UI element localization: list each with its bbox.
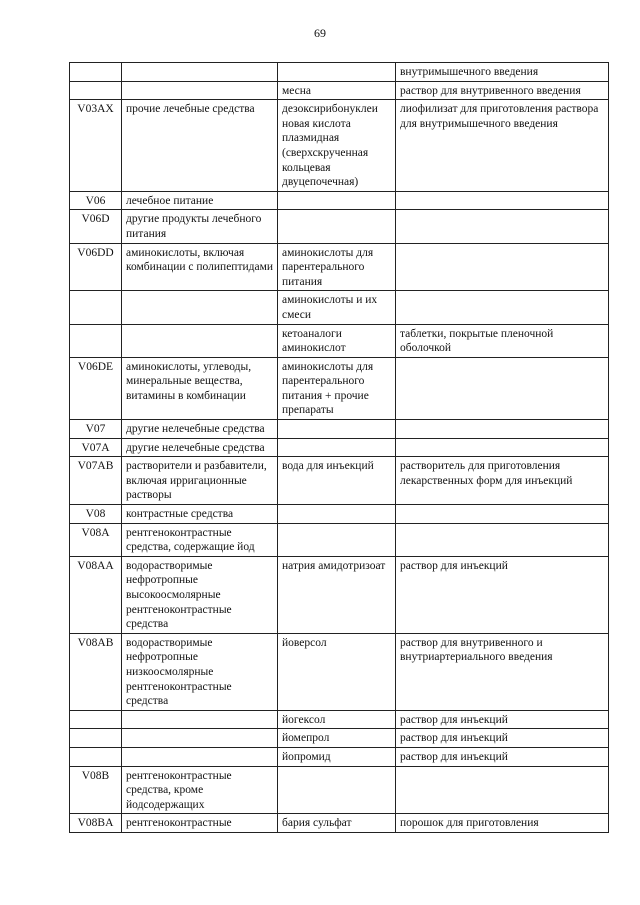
dosage-form-cell: [396, 357, 609, 419]
table-row: [70, 191, 609, 210]
dosage-form-cell: таблетки, покрытые пленочной оболочкой: [396, 324, 609, 357]
table-row: [70, 210, 609, 243]
atc-code-cell: V08B: [70, 766, 122, 814]
table-row: [70, 243, 609, 291]
atc-code-cell: V08: [70, 505, 122, 524]
atc-code-cell: V06DD: [70, 243, 122, 291]
dosage-form-cell: порошок для приготовления: [396, 814, 609, 833]
dosage-form-cell: раствор для инъекций: [396, 556, 609, 633]
anatomical-group-cell: [122, 291, 278, 324]
anatomical-group-cell: рентгеноконтрастные: [122, 814, 278, 833]
substance-cell: натрия амидотризоат: [278, 556, 396, 633]
atc-code-cell: V03AX: [70, 100, 122, 192]
dosage-form-cell: [396, 210, 609, 243]
table-row: [70, 505, 609, 524]
anatomical-group-cell: [122, 747, 278, 766]
anatomical-group-cell: контрастные средства: [122, 505, 278, 524]
substance-cell: [278, 191, 396, 210]
table-row: [70, 556, 609, 633]
atc-code-cell: [70, 291, 122, 324]
substance-cell: дезоксирибонуклеи новая кислота плазмидная (сверхскрученная кольцевая двуцепочечная): [278, 100, 396, 192]
substance-cell: аминокислоты и их смеси: [278, 291, 396, 324]
substance-cell: месна: [278, 81, 396, 100]
table-row: [70, 523, 609, 556]
dosage-form-cell: раствор для инъекций: [396, 710, 609, 729]
atc-code-cell: V06D: [70, 210, 122, 243]
dosage-form-cell: лиофилизат для приготовления раствора для внутримышечного введения: [396, 100, 609, 192]
anatomical-group-cell: рентгеноконтрастные средства, кроме йодсодержащих: [122, 766, 278, 814]
table-row: [70, 747, 609, 766]
atc-code-cell: V06: [70, 191, 122, 210]
anatomical-group-cell: [122, 81, 278, 100]
table-row: [70, 457, 609, 505]
dosage-form-cell: [396, 438, 609, 457]
anatomical-group-cell: аминокислоты, углеводы, минеральные вещества, витамины в комбинации: [122, 357, 278, 419]
dosage-form-cell: раствор для инъекций: [396, 747, 609, 766]
dosage-form-cell: раствор для инъекций: [396, 729, 609, 748]
anatomical-group-cell: [122, 324, 278, 357]
table-body: [70, 63, 609, 833]
substance-cell: кетоаналоги аминокислот: [278, 324, 396, 357]
table-row: [70, 766, 609, 814]
table-row: [70, 291, 609, 324]
substance-cell: йогексол: [278, 710, 396, 729]
atc-code-cell: [70, 710, 122, 729]
atc-code-cell: V08AB: [70, 633, 122, 710]
substance-cell: йоверсол: [278, 633, 396, 710]
substance-cell: [278, 210, 396, 243]
atc-code-cell: [70, 63, 122, 82]
anatomical-group-cell: другие нелечебные средства: [122, 438, 278, 457]
anatomical-group-cell: лечебное питание: [122, 191, 278, 210]
table-row: [70, 63, 609, 82]
table-row: [70, 324, 609, 357]
dosage-form-cell: [396, 191, 609, 210]
substance-cell: вода для инъекций: [278, 457, 396, 505]
anatomical-group-cell: [122, 729, 278, 748]
atc-code-cell: [70, 729, 122, 748]
dosage-form-cell: [396, 291, 609, 324]
substance-cell: аминокислоты для парентерального питания: [278, 243, 396, 291]
anatomical-group-cell: растворители и разбавители, включая ирригационные растворы: [122, 457, 278, 505]
drug-classification-table: [69, 62, 609, 833]
substance-cell: [278, 438, 396, 457]
atc-code-cell: V08BA: [70, 814, 122, 833]
anatomical-group-cell: [122, 63, 278, 82]
anatomical-group-cell: другие продукты лечебного питания: [122, 210, 278, 243]
substance-cell: йопромид: [278, 747, 396, 766]
substance-cell: [278, 505, 396, 524]
table-row: [70, 81, 609, 100]
dosage-form-cell: раствор для внутривенного введения: [396, 81, 609, 100]
table-row: [70, 633, 609, 710]
atc-code-cell: V07A: [70, 438, 122, 457]
table-row: [70, 100, 609, 192]
substance-cell: [278, 63, 396, 82]
substance-cell: бария сульфат: [278, 814, 396, 833]
anatomical-group-cell: водорастворимые нефротропные высокоосмолярные рентгеноконтрастные средства: [122, 556, 278, 633]
dosage-form-cell: [396, 523, 609, 556]
table-row: [70, 357, 609, 419]
dosage-form-cell: раствор для внутривенного и внутриартериального введения: [396, 633, 609, 710]
substance-cell: аминокислоты для парентерального питания + прочие препараты: [278, 357, 396, 419]
dosage-form-cell: [396, 505, 609, 524]
table-row: [70, 729, 609, 748]
table-row: [70, 710, 609, 729]
dosage-form-cell: [396, 243, 609, 291]
page-number: 69: [314, 26, 326, 40]
table-row: [70, 438, 609, 457]
dosage-form-cell: растворитель для приготовления лекарственных форм для инъекций: [396, 457, 609, 505]
anatomical-group-cell: другие нелечебные средства: [122, 420, 278, 439]
anatomical-group-cell: водорастворимые нефротропные низкоосмолярные рентгеноконтрастные средства: [122, 633, 278, 710]
anatomical-group-cell: прочие лечебные средства: [122, 100, 278, 192]
substance-cell: [278, 420, 396, 439]
atc-code-cell: V07AB: [70, 457, 122, 505]
table-row: [70, 420, 609, 439]
atc-code-cell: V08A: [70, 523, 122, 556]
atc-code-cell: V07: [70, 420, 122, 439]
atc-code-cell: [70, 747, 122, 766]
dosage-form-cell: внутримышечного введения: [396, 63, 609, 82]
substance-cell: [278, 766, 396, 814]
atc-code-cell: V06DE: [70, 357, 122, 419]
substance-cell: йомепрол: [278, 729, 396, 748]
atc-code-cell: [70, 81, 122, 100]
atc-code-cell: [70, 324, 122, 357]
anatomical-group-cell: [122, 710, 278, 729]
dosage-form-cell: [396, 766, 609, 814]
dosage-form-cell: [396, 420, 609, 439]
table-row: [70, 814, 609, 833]
anatomical-group-cell: аминокислоты, включая комбинации с полипептидами: [122, 243, 278, 291]
anatomical-group-cell: рентгеноконтрастные средства, содержащие йод: [122, 523, 278, 556]
substance-cell: [278, 523, 396, 556]
atc-code-cell: V08AA: [70, 556, 122, 633]
